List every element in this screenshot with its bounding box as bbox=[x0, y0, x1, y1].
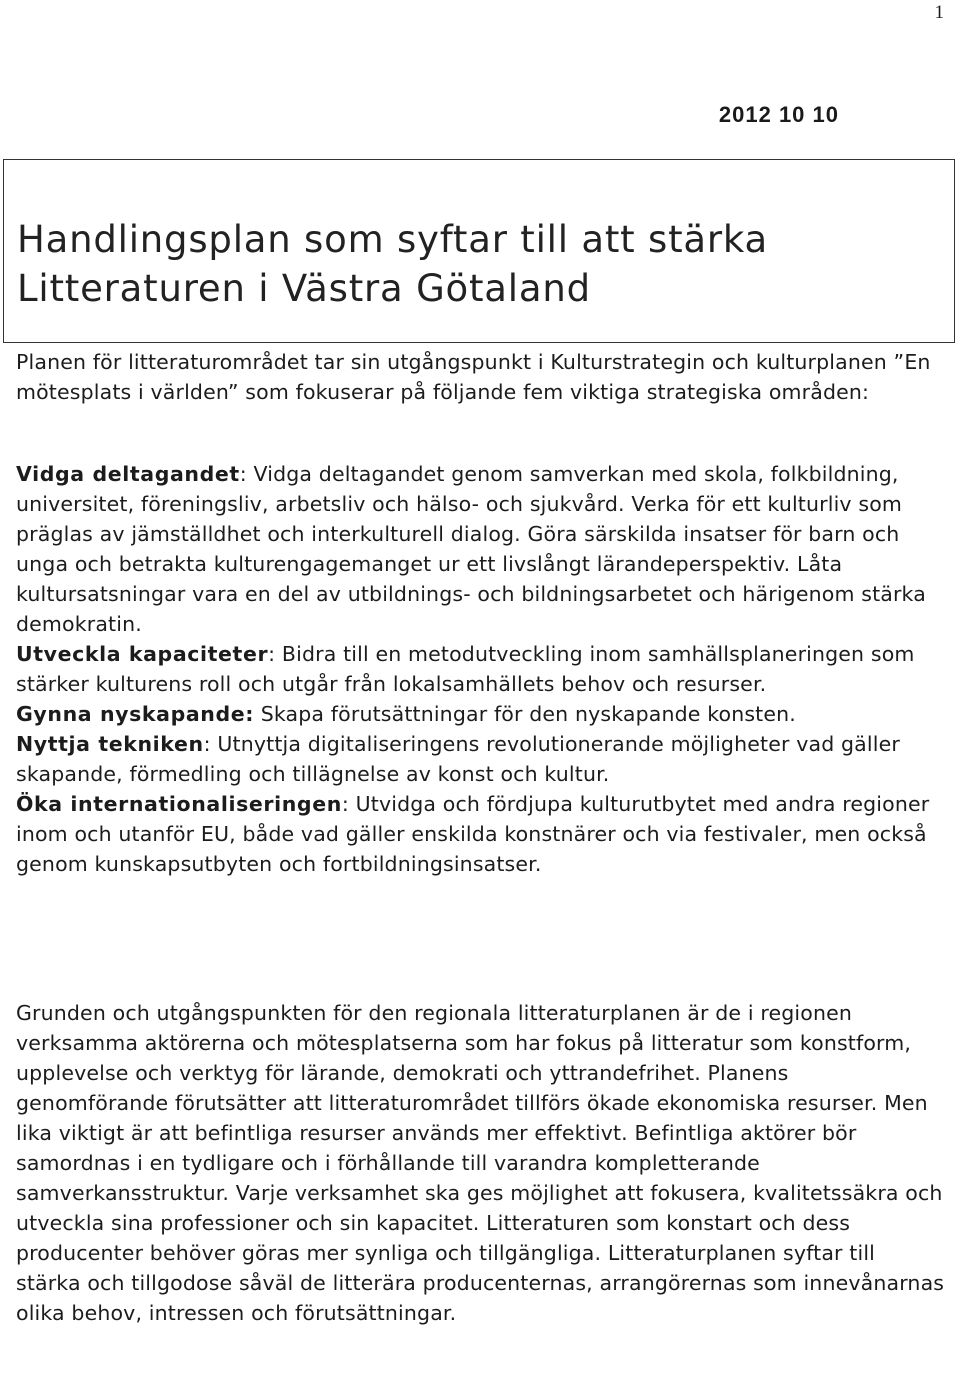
area-develop-capacity bbox=[16, 639, 946, 699]
strategic-areas bbox=[16, 459, 946, 879]
area-text: : Vidga deltagandet genom samverkan med skola, folkbildning, universitet, föreningsliv, arbetsliv och hälso- och sjukvård. Verka för ett kulturliv som präglas av jämställdhet och interkulturell dialog. Göra särskilda insatser för barn och unga och betrakta kulturengagemanget ur ett livslångt lärandeperspektiv. Låta kultursatsningar vara en del av utbildnings- och bildningsarbetet och härigenom stärka demokratin. bbox=[16, 462, 926, 636]
area-heading: Gynna nyskapande: bbox=[16, 702, 255, 726]
area-internationalisation bbox=[16, 789, 946, 879]
area-text: : Utnyttja digitaliseringens revolutionerande möjligheter vad gäller skapande, förmedling och tillägnelse av konst och kultur. bbox=[16, 732, 900, 786]
area-heading: Nyttja tekniken bbox=[16, 732, 204, 756]
area-heading: Utveckla kapaciteter bbox=[16, 642, 269, 666]
title-box bbox=[3, 159, 955, 343]
basis-paragraph bbox=[16, 998, 946, 1328]
area-heading: Öka internationaliseringen bbox=[16, 792, 342, 816]
page-number: 1 bbox=[934, 2, 944, 23]
document-date: 2012 10 10 bbox=[718, 102, 839, 127]
area-text: Skapa förutsättningar för den nyskapande konsten. bbox=[254, 702, 796, 726]
area-use-technology bbox=[16, 729, 946, 789]
area-text: : Utvidga och fördjupa kulturutbytet med andra regioner inom och utanför EU, både vad gäller enskilda konstnärer och via festivaler, men också genom kunskapsutbyten och fortbildningsinsatser. bbox=[16, 792, 930, 876]
basis-text: Grunden och utgångspunkten för den regionala litteraturplanen är de i regionen verksamma aktörerna och mötesplatserna som har fokus på litteratur som konstform, upplevelse och verktyg för lärande, demokrati och yttrandefrihet. Planens genomförande förutsätter att litteraturområdet tillförs ökade ekonomiska resurser. Men lika viktigt är att befintliga resurser används mer effektivt. Befintliga aktörer bör samordnas i en tydligare och i förhållande till varandra kompletterande samverkansstruktur. Varje verksamhet ska ges möjlighet att fokusera, kvalitetssäkra och utveckla sina professioner och sin kapacitet. Litteraturen som konstart och dess producenter behöver göras mer synliga och tillgängliga. Litteraturplanen syftar till stärka och tillgodose såväl de litterära producenternas, arrangörernas som innevånarnas olika behov, intressen och förutsättningar. bbox=[16, 1001, 945, 1325]
intro-paragraph bbox=[16, 347, 946, 407]
area-heading: Vidga deltagandet bbox=[16, 462, 240, 486]
intro-text: Planen för litteraturområdet tar sin utgångspunkt i Kulturstrategin och kulturplanen ”En mötesplats i världen” som fokuserar på följande fem viktiga strategiska områden: bbox=[16, 350, 931, 404]
area-text: : Bidra till en metodutveckling inom samhällsplaneringen som stärker kulturens roll och utgår från lokalsamhällets behov och resurser. bbox=[16, 642, 915, 696]
title-line-1: Handlingsplan som syftar till att stärka bbox=[17, 218, 768, 261]
title-line-2: Litteraturen i Västra Götaland bbox=[17, 267, 591, 310]
area-widen-participation bbox=[16, 459, 946, 639]
document-title bbox=[17, 215, 768, 313]
area-promote-innovation bbox=[16, 699, 946, 729]
